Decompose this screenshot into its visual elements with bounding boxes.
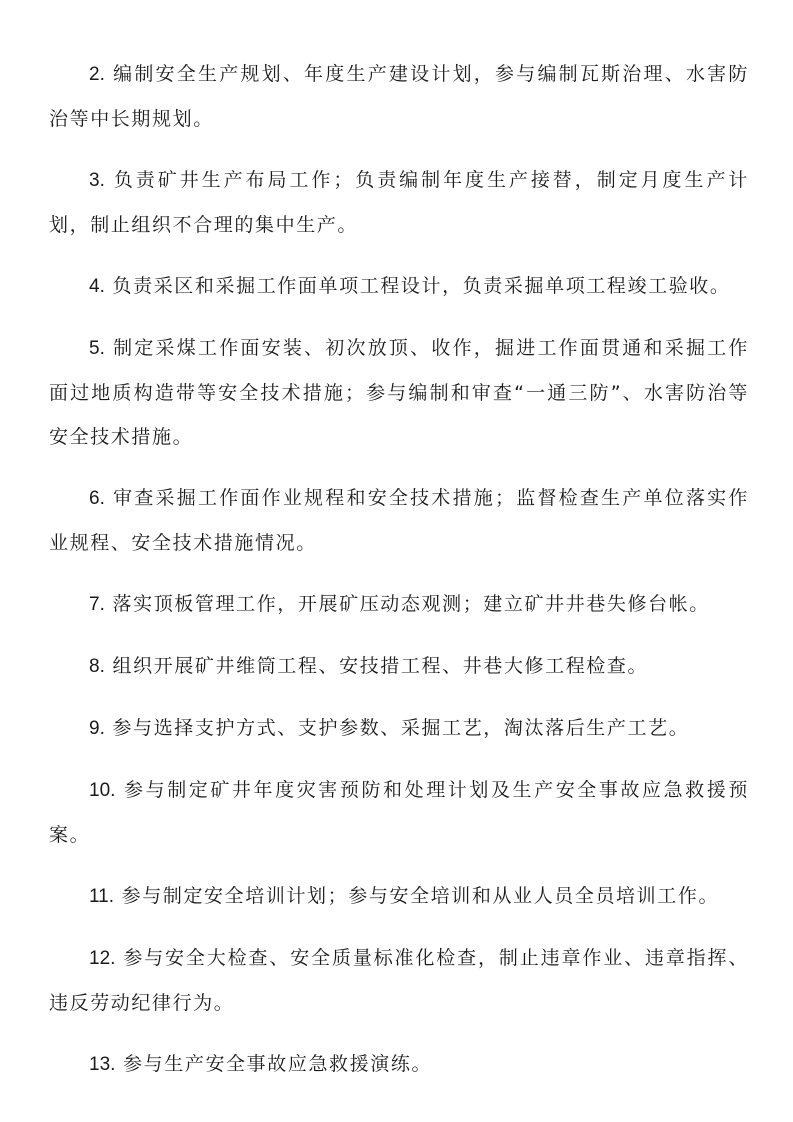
item-number: 10. (89, 780, 116, 801)
item-number: 13. (89, 1054, 116, 1075)
item-text: 审查采掘工作面作业规程和安全技术措施；监督检查生产单位落实作业规程、安全技术措施情况。 (49, 487, 749, 554)
list-item (49, 52, 749, 141)
item-number: 8. (89, 656, 105, 677)
item-number: 6. (89, 488, 105, 509)
item-number: 5. (89, 338, 105, 359)
list-item (49, 582, 749, 627)
list-item (49, 476, 749, 565)
list-item (49, 706, 749, 751)
item-text: 组织开展矿井维筒工程、安技措工程、井巷大修工程检查。 (104, 655, 649, 677)
item-number: 2. (89, 64, 105, 85)
item-text: 参与制定安全培训计划；参与安全培训和从业人员全员培训工作。 (114, 885, 720, 907)
item-text: 负责矿井生产布局工作；负责编制年度生产接替，制定月度生产计划，制止组织不合理的集中生产。 (49, 169, 749, 236)
list-item (49, 1042, 749, 1087)
item-number: 3. (89, 170, 105, 191)
item-number: 11. (89, 886, 115, 907)
document-body (49, 52, 749, 1104)
list-item (49, 768, 749, 857)
item-text: 编制安全生产规划、年度生产建设计划，参与编制瓦斯治理、水害防治等中长期规划。 (49, 63, 749, 130)
list-item (49, 874, 749, 919)
item-number: 7. (89, 594, 105, 615)
list-item (49, 644, 749, 689)
item-text: 参与生产安全事故应急救援演练。 (115, 1053, 433, 1075)
item-number: 12. (89, 948, 116, 969)
list-item (49, 936, 749, 1025)
item-text: 参与安全大检查、安全质量标准化检查，制止违章作业、违章指挥、违反劳动纪律行为。 (49, 947, 749, 1014)
item-text: 落实顶板管理工作，开展矿压动态观测；建立矿井井巷失修台帐。 (104, 593, 710, 615)
list-item (49, 158, 749, 247)
item-text: 参与选择支护方式、支护参数、采掘工艺，淘汰落后生产工艺。 (104, 717, 690, 739)
item-text: 制定采煤工作面安装、初次放顶、收作，掘进工作面贯通和采掘工作面过地质构造带等安全技术措施；参与编制和审查“一通三防”、水害防治等安全技术措施。 (49, 337, 749, 448)
item-number: 4. (89, 276, 105, 297)
list-item (49, 326, 749, 459)
item-number: 9. (89, 718, 105, 739)
item-text: 参与制定矿井年度灾害预防和处理计划及生产安全事故应急救援预案。 (49, 779, 749, 846)
item-text: 负责采区和采掘工作面单项工程设计，负责采掘单项工程竣工验收。 (104, 275, 731, 297)
list-item (49, 264, 749, 309)
